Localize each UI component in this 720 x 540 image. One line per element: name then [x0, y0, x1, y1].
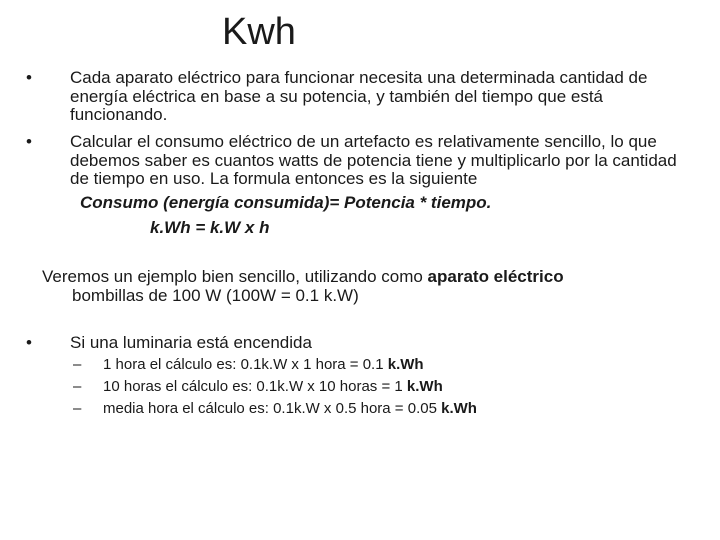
sub-item-1-hour — [73, 356, 424, 374]
sub-item-10-hours — [73, 378, 443, 396]
formula-kwh: k.Wh = k.W x h — [150, 218, 270, 237]
bullet-marker: • — [26, 68, 32, 87]
sub-item-text: media hora el cálculo es: 0.1k.W x 0.5 hora = 0.05 — [103, 400, 442, 417]
sub-item-unit: k.Wh — [441, 400, 477, 417]
bullet-marker: • — [26, 132, 32, 151]
example-detail: bombillas de 100 W (100W = 0.1 k.W) — [72, 286, 359, 305]
formula-consumption: Consumo (energía consumida)= Potencia * tiempo. — [80, 193, 492, 212]
sub-item-unit: k.Wh — [387, 356, 424, 373]
sub-item-unit: k.Wh — [406, 378, 443, 395]
bullet-item-luminaria — [26, 333, 312, 352]
bullet-item-calculation — [26, 132, 688, 189]
bullet-marker: • — [26, 333, 32, 352]
sub-item-text: 1 hora el cálculo es: 0.1k.W x 1 hora = 0.1 — [103, 356, 388, 373]
sub-item-text: 10 horas el cálculo es: 0.1k.W x 10 horas = 1 — [103, 378, 407, 395]
slide-title: Kwh — [222, 11, 296, 53]
bullet-text: Cada aparato eléctrico para funcionar necesita una determinada cantidad de energía eléctrica en base a su potencia, y también del tiempo que está funcionando. — [70, 68, 648, 124]
example-intro — [42, 267, 564, 286]
dash-marker: – — [73, 356, 82, 373]
bullet-text: Calcular el consumo eléctrico de un artefacto es relativamente sencillo, lo que debemos saber es cuantos watts de potencia tiene y multiplicarlo por la cantidad de tiempo en uso. La formula entonces es la siguiente — [70, 132, 677, 188]
sub-item-half-hour — [73, 400, 477, 418]
dash-marker: – — [73, 378, 82, 395]
example-prefix: Veremos un ejemplo bien sencillo, utilizando como — [42, 267, 428, 286]
bullet-item-energy — [26, 68, 688, 125]
bullet-text: Si una luminaria está encendida — [70, 333, 312, 352]
example-emphasis: aparato eléctrico — [427, 267, 564, 286]
dash-marker: – — [73, 400, 82, 417]
